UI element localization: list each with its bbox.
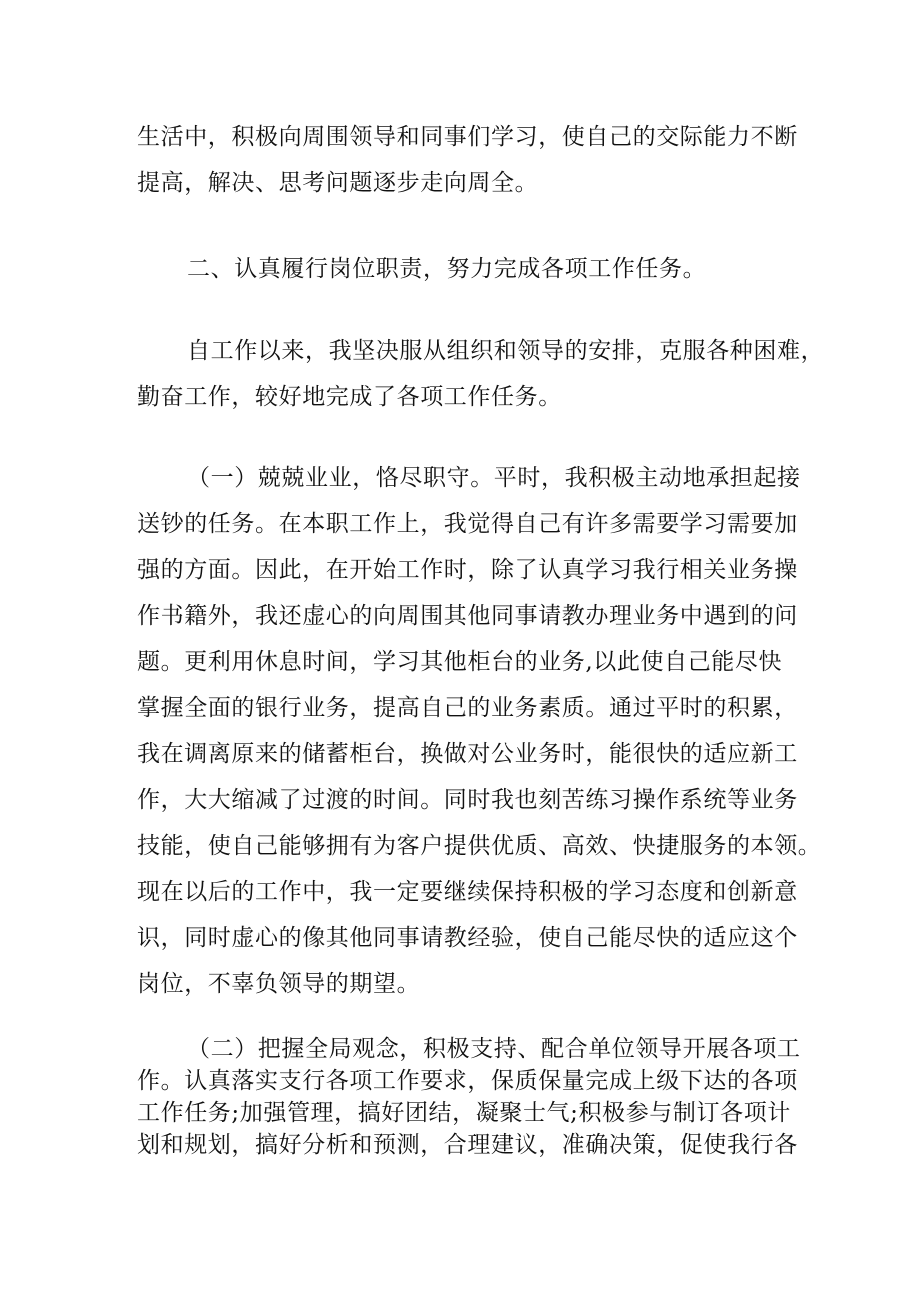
text-line: 技能，使自己能够拥有为客户提供优质、高效、快捷服务的本领。 — [137, 833, 822, 859]
text-line: 作书籍外，我还虚心的向周围其他同事请教办理业务中遇到的问 — [137, 603, 798, 629]
section-heading — [137, 246, 797, 292]
text-line: 我在调离原来的储蓄柜台，换做对公业务时，能很快的适应新工 — [137, 741, 798, 767]
text-line: 强的方面。因此，在开始工作时，除了认真学习我行相关业务操 — [137, 557, 798, 583]
text-line: 掌握全面的银行业务，提高自己的业务素质。通过平时的积累， — [137, 695, 798, 721]
text-line: （二）把握全局观念，积极支持、配合单位领导开展各项工 — [187, 1036, 801, 1062]
text-line: 自工作以来，我坚决服从组织和领导的安排，克服各种困难， — [187, 338, 825, 364]
text-line: 作，大大缩减了过渡的时间。同时我也刻苦练习操作系统等业务 — [137, 787, 798, 813]
text-line: 作。认真落实支行各项工作要求，保质保量完成上级下达的各项 — [137, 1068, 798, 1094]
text-line: 提高，解决、思考问题逐步走向周全。 — [137, 170, 539, 196]
text-line: 识，同时虚心的像其他同事请教经验，使自己能尽快的适应这个 — [137, 925, 798, 951]
text-line: （一）兢兢业业，恪尽职守。平时，我积极主动地承担起接 — [187, 465, 801, 491]
text-line: 生活中，积极向周围领导和同事们学习，使自己的交际能力不断 — [137, 124, 798, 150]
text-line: 工作任务;加强管理，搞好团结，凝聚士气;积极参与制订各项计 — [137, 1100, 791, 1126]
heading-line: 二、认真履行岗位职责，努力完成各项工作任务。 — [187, 256, 707, 282]
text-line: 划和规划，搞好分析和预测，合理建议，准确决策，促使我行各 — [137, 1132, 798, 1158]
text-line: 现在以后的工作中，我一定要继续保持积极的学习态度和创新意 — [137, 879, 798, 905]
text-line: 送钞的任务。在本职工作上，我觉得自己有许多需要学习需要加 — [137, 511, 798, 537]
item-1-paragraph — [137, 455, 822, 1007]
text-line: 勤奋工作，较好地完成了各项工作任务。 — [137, 384, 562, 410]
continued-paragraph — [137, 114, 797, 206]
text-line: 岗位，不辜负领导的期望。 — [137, 971, 421, 997]
intro-paragraph — [137, 328, 825, 420]
item-2-paragraph — [137, 1033, 801, 1161]
text-line: 题。更利用休息时间，学习其他柜台的业务,以此使自己能尽快 — [137, 649, 783, 675]
